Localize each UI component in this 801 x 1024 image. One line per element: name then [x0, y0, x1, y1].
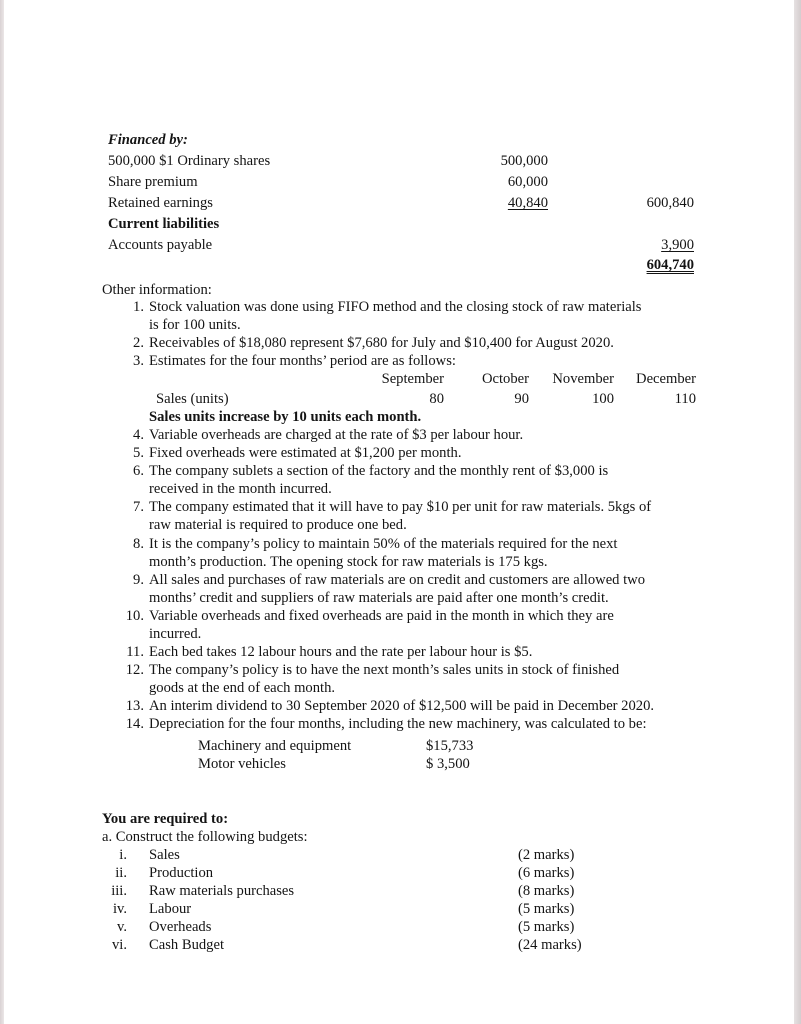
requirement-number: iv.: [112, 901, 127, 917]
requirement-number: i.: [119, 847, 127, 863]
info-item-10-line-2: incurred.: [149, 626, 202, 642]
requirement-labour: Labour: [149, 901, 192, 917]
requirement-number: iii.: [111, 883, 127, 899]
item-number: 1.: [133, 299, 144, 315]
requirement-number: vi.: [112, 937, 127, 953]
requirement-labour-marks: (5 marks): [518, 901, 575, 917]
page-edge-right: [794, 0, 801, 1024]
requirement-cash-budget: Cash Budget: [149, 937, 224, 953]
other-information-heading: Other information:: [102, 282, 212, 298]
retained-earnings-amount: 40,840: [507, 195, 548, 211]
sales-value-october: 90: [514, 391, 529, 407]
requirement-number: ii.: [115, 865, 127, 881]
requirement-cash-budget-marks: (24 marks): [518, 937, 582, 953]
accounts-payable-label: Accounts payable: [108, 237, 213, 253]
info-item-10-line-1: Variable overheads and fixed overheads are paid in the month in which they are: [149, 608, 614, 624]
item-number: 8.: [133, 536, 144, 552]
item-number: 9.: [133, 572, 144, 588]
retained-earnings-value: [444, 194, 548, 212]
item-number: 3.: [133, 353, 144, 369]
item-number: 10.: [125, 608, 144, 624]
item-number: 13.: [125, 698, 144, 714]
retained-earnings-label: Retained earnings: [108, 195, 213, 211]
info-item-1-line-2: is for 100 units.: [149, 317, 241, 333]
depreciation-machinery-value: $15,733: [426, 738, 474, 754]
requirement-sales-marks: (2 marks): [518, 847, 575, 863]
item-number: 5.: [133, 445, 144, 461]
sales-value-september: 80: [429, 391, 444, 407]
item-number: 2.: [133, 335, 144, 351]
requirement-raw-materials-marks: (8 marks): [518, 883, 575, 899]
requirements-heading: You are required to:: [102, 811, 229, 827]
requirement-sales: Sales: [149, 847, 180, 863]
item-number: 12.: [125, 662, 144, 678]
info-item-13-line-1: An interim dividend to 30 September 2020 of $12,500 will be paid in December 2020.: [149, 698, 655, 714]
info-item-9-line-2: months’ credit and suppliers of raw materials are paid after one month’s credit.: [149, 590, 609, 606]
item-number: 11.: [126, 644, 144, 660]
month-header-october: October: [481, 371, 529, 387]
depreciation-vehicles-label: Motor vehicles: [198, 756, 286, 772]
info-item-12-line-2: goods at the end of each month.: [149, 680, 336, 696]
month-header-september: September: [381, 371, 444, 387]
info-item-4-line-1: Variable overheads are charged at the rate of $3 per labour hour.: [149, 427, 524, 443]
month-header-november: November: [552, 371, 614, 387]
sales-units-label: Sales (units): [156, 391, 229, 407]
month-header-december: December: [636, 371, 696, 387]
info-item-7-line-2: raw material is required to produce one bed.: [149, 517, 407, 533]
requirement-overheads: Overheads: [149, 919, 212, 935]
requirement-production: Production: [149, 865, 214, 881]
grand-total-amount: 604,740: [646, 257, 694, 273]
info-item-11-line-1: Each bed takes 12 labour hours and the rate per labour hour is $5.: [149, 644, 533, 660]
item-number: 6.: [133, 463, 144, 479]
requirement-raw-materials: Raw materials purchases: [149, 883, 295, 899]
info-item-5-line-1: Fixed overheads were estimated at $1,200 per month.: [149, 445, 462, 461]
sales-increase-note: Sales units increase by 10 units each month.: [149, 409, 422, 425]
equity-total-value: 600,840: [646, 195, 694, 211]
depreciation-machinery-label: Machinery and equipment: [198, 738, 352, 754]
info-item-1-line-1: Stock valuation was done using FIFO method and the closing stock of raw materials: [149, 299, 642, 315]
item-number: 14.: [125, 716, 144, 732]
info-item-14-line-1: Depreciation for the four months, including the new machinery, was calculated to be:: [149, 716, 647, 732]
item-number: 4.: [133, 427, 144, 443]
accounts-payable-amount: 3,900: [661, 237, 694, 253]
ordinary-shares-value: 500,000: [500, 153, 548, 169]
accounts-payable-value: [594, 236, 694, 254]
info-item-3-line-1: Estimates for the four months’ period are as follows:: [149, 353, 456, 369]
item-number: 7.: [133, 499, 144, 515]
info-item-6-line-2: received in the month incurred.: [149, 481, 332, 497]
info-item-6-line-1: The company sublets a section of the factory and the monthly rent of $3,000 is: [149, 463, 609, 479]
document-page: [4, 0, 794, 1024]
info-item-8-line-2: month’s production. The opening stock for raw materials is 175 kgs.: [149, 554, 548, 570]
financed-by-heading: Financed by:: [108, 132, 188, 148]
share-premium-value: 60,000: [507, 174, 548, 190]
info-item-9-line-1: All sales and purchases of raw materials are on credit and customers are allowed two: [149, 572, 646, 588]
part-a-instruction: a. Construct the following budgets:: [102, 829, 308, 845]
share-premium-label: Share premium: [108, 174, 198, 190]
current-liabilities-heading: Current liabilities: [108, 216, 220, 232]
ordinary-shares-label: 500,000 $1 Ordinary shares: [108, 153, 271, 169]
grand-total-value: [594, 256, 694, 274]
depreciation-vehicles-value: $ 3,500: [426, 756, 470, 772]
sales-value-november: 100: [592, 391, 614, 407]
requirement-overheads-marks: (5 marks): [518, 919, 575, 935]
info-item-12-line-1: The company’s policy is to have the next month’s sales units in stock of finished: [149, 662, 620, 678]
sales-value-december: 110: [674, 391, 696, 407]
info-item-7-line-1: The company estimated that it will have to pay $10 per unit for raw materials. 5kgs of: [149, 499, 652, 515]
requirement-number: v.: [117, 919, 127, 935]
info-item-8-line-1: It is the company’s policy to maintain 50% of the materials required for the next: [149, 536, 618, 552]
requirement-production-marks: (6 marks): [518, 865, 575, 881]
info-item-2-line-1: Receivables of $18,080 represent $7,680 for July and $10,400 for August 2020.: [149, 335, 614, 351]
